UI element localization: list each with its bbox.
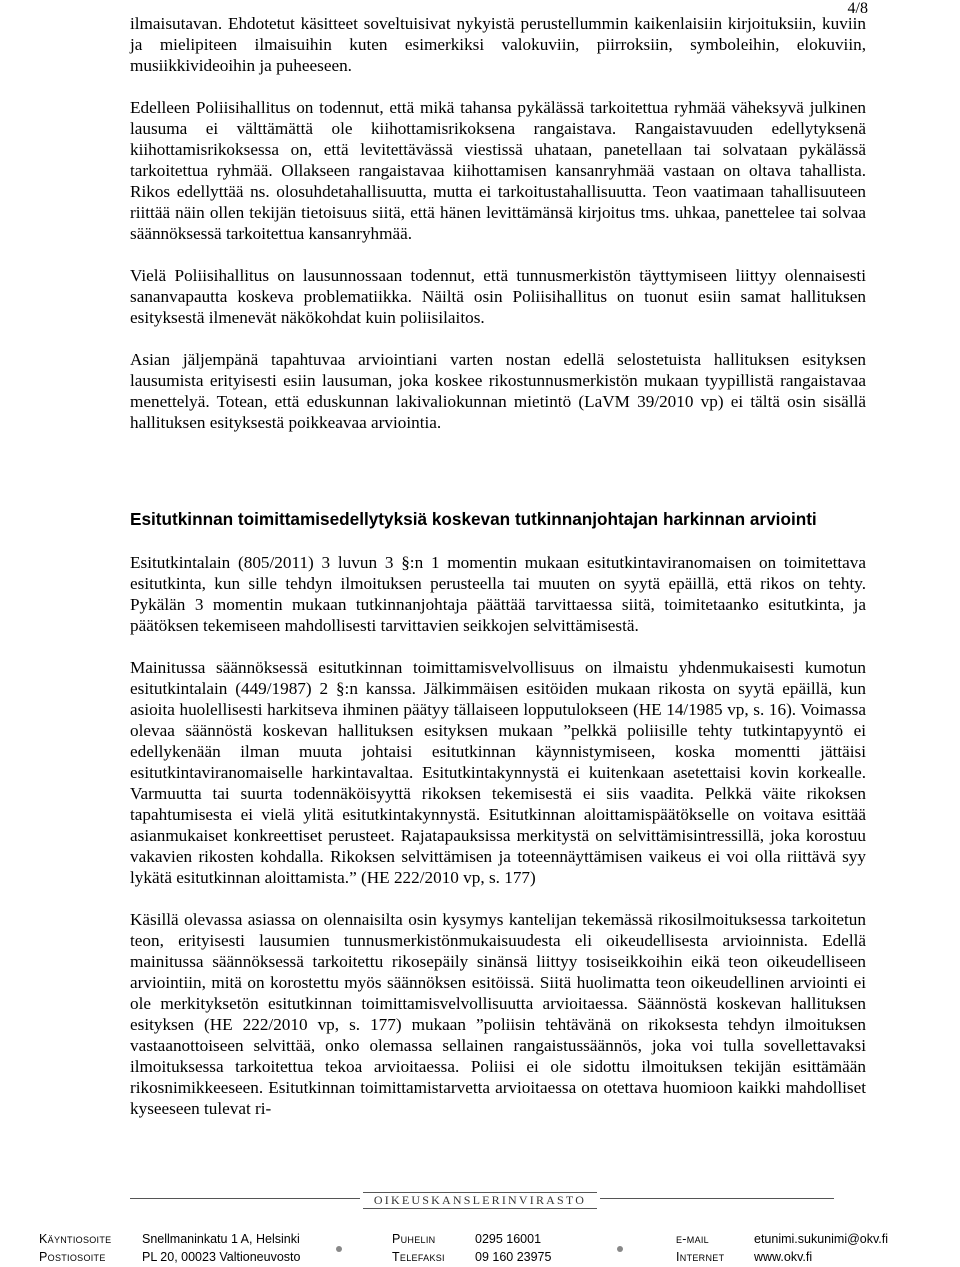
paragraph-4: Asian jäljempänä tapahtuvaa arviointiani varten nostan edellä selostetuista hallituksen esityksen lausumista erityisesti esiin lausuman, joka koskee rikostunnusmerkistön mukaan tyypillistä rangaistavaa menettelyä. Totean, että eduskunnan lakivaliokunnan mietintö (LaVM 39/2010 vp) ei tältä osin sisällä hallituksen esityksestä poikkeavaa arviointia. bbox=[130, 350, 866, 432]
footer-separator-dot-icon bbox=[336, 1246, 342, 1252]
document-body bbox=[130, 13, 866, 433]
footer-fax: 09 160 23975 bbox=[475, 1250, 552, 1264]
footer-divider bbox=[0, 1192, 960, 1212]
footer-website-link[interactable]: www.okv.fi bbox=[754, 1250, 813, 1264]
footer-label-phone: Puhelin bbox=[392, 1232, 436, 1246]
section-paragraph-1: Esitutkintalain (805/2011) 3 luvun 3 §:n 1 momentin mukaan esitutkintaviranomaisen on toimitettava esitutkinta, kun sille tehdyn ilmoituksen perusteella tai muuten on syytä epäillä, että rikos on tehty. Pykälän 3 momentin mukaan tutkinnanjohtaja päättää tarvittaessa siitä, toimitetaanko esitutkinta, ja päätöksen tekemiseen mahdollisesti tarvittavien seikkojen selvittämisestä. bbox=[130, 553, 866, 635]
footer-label-internet: Internet bbox=[676, 1250, 725, 1264]
footer-separator-dot-icon bbox=[617, 1246, 623, 1252]
section-paragraph-2: Mainitussa säännöksessä esitutkinnan toimittamisvelvollisuus on ilmaistu yhdenmukaisesti kumotun esitutkintalain (449/1987) 2 §:n kanssa. Jälkimmäisen esitöiden mukaan rikosta on syytä epäillä, kun asioita huolellisesti harkitseva ihminen päätyy tällaiseen lopputulokseen (HE 14/1985 vp, s. 16). Voimassa olevaa säännöstä koskevan hallituksen esityksen mukaan ”pelkkä poliisille tehty tutkintapyyntö ei edellykenään ilman muuta johtaisi esitutkinnan käynnistymiseen, koska momentti jättäisi esitutkintaviranomaiselle harkintavaltaa. Esitutkintakynnystä ei kuitenkaan asetettaisi kovin korkealle. Varmuutta tai suurta todennäköisyyttä rikoksen tekemisestä ei siis vaadita. Pelkkä väite rikoksen tapahtumisesta ei vielä ylitä esitutkintakynnystä. Esitutkinnan aloittamispäätökselle on voitava esittää asianmukaiset konkreettiset perusteet. Rajatapauksissa merkitystä on selvittämisintressillä, joka korostuu vakavien rikosten kohdalla. Rikoksen selvittämisen ja toteennäyttämisen vaikeus ei voi olla riittävä syy lykätä esitutkinnan aloittamista.” (HE 222/2010 vp, s. 177) bbox=[130, 658, 866, 887]
paragraph-2: Edelleen Poliisihallitus on todennut, että mikä tahansa pykälässä tarkoitettua ryhmää väheksyvä julkinen lausuma ei välttämättä ole kiihottamisrikoksena rangaistava. Rangaistavuuden edellytyksenä kiihottamisrikoksessa on, että levitettävässä viestissä uhataan, panetellaan tai solvataan pykälässä tarkoitettua ryhmää. Ollakseen rangaistavaa kiihottamisen kansanryhmää vastaan on oltava tahallista. Rikos edellyttää ns. olosuhdetahallisuutta, mutta ei tarkoitustahallisuutta. Teon vaatimaan tahallisuuteen riittää näin ollen tekijän tietoisuus siitä, että hänen levittämänsä kirjoitus tms. uhkaa, panettelee tai solvaa säännöksessä tarkoitettua kansanryhmää. bbox=[130, 98, 866, 243]
section-paragraph-3: Käsillä olevassa asiassa on olennaisilta osin kysymys kantelijan tekemässä rikosilmoituksessa tarkoitetun teon, erityisesti lausumien tunnusmerkistönmukaisuudesta eli oikeudellisesta arvioinnista. Edellä mainitussa säännöksessä tarkoitettu rikosepäily sinänsä liittyy tosiseikkoihin eikä teon oikeudelliseen arviointiin, mitä on korostettu myös säännöksen esitöissä. Siitä huolimatta teon oikeudellinen arviointi ei ole merkityksetön esitutkinnan toimittamisvelvollisuutta arvioitaessa. Säännöstä koskevan hallituksen esityksen (HE 222/2010 vp, s. 177) mukaan ”poliisin tehtävänä on rikoksesta tehdyn ilmoituksen vastaanottoiseen selvittää, onko olemassa sellainen rangaistussäännös, joka voi tulla sovellettavaksi ilmoituksessa tarkoitettua tekoa arvioitaessa. Poliisi ei ole sidottu ilmoituksen tekijän esittämään rikosnimikkeeseen. Esitutkinnan toimittamistarvetta arvioitaessa on otettava huomioon kaikki mahdolliset kyseeseen tulevat ri- bbox=[130, 910, 866, 1118]
footer-label-postal: Postiosoite bbox=[39, 1250, 106, 1264]
paragraph-1: ilmaisutavan. Ehdotetut käsitteet soveltuisivat nykyistä perustellummin kaikenlaisiin kirjoituksiin, kuviin ja mielipiteen ilmaisuihin kuten esimerkiksi valokuviin, piirroksiin, symboleihin, elokuviin, musiikkivideoihin ja puheeseen. bbox=[130, 14, 866, 75]
footer-label-fax: Telefaksi bbox=[392, 1250, 445, 1264]
footer-rule-right bbox=[600, 1198, 834, 1199]
footer-rule-left bbox=[130, 1198, 360, 1199]
footer-email-link[interactable]: etunimi.sukunimi@okv.fi bbox=[754, 1232, 889, 1246]
footer-phone: 0295 16001 bbox=[475, 1232, 542, 1246]
footer-row-postal bbox=[0, 1250, 960, 1266]
footer-label-email: e-mail bbox=[676, 1232, 709, 1246]
footer-postal-address: PL 20, 00023 Valtioneuvosto bbox=[142, 1250, 301, 1264]
paragraph-3: Vielä Poliisihallitus on lausunnossaan todennut, että tunnusmerkistön täyttymiseen liittyy olennaisesti sananvapautta koskeva problematiikka. Näiltä osin Poliisihallitus on tuonut esiin samat hallituksen esityksestä ilmenevät näkökohdat kuin poliisilaitos. bbox=[130, 266, 866, 327]
page-number: 4/8 bbox=[847, 0, 868, 17]
footer-brand-logo: OIKEUSKANSLERINVIRASTO bbox=[363, 1192, 597, 1209]
footer-row-visiting bbox=[0, 1232, 960, 1248]
section-heading: Esitutkinnan toimittamisedellytyksiä koskevan tutkinnanjohtajan harkinnan arviointi bbox=[130, 509, 817, 529]
section-body bbox=[130, 552, 866, 1119]
footer-visiting-address: Snellmaninkatu 1 A, Helsinki bbox=[142, 1232, 300, 1246]
footer-label-visiting: Käyntiosoite bbox=[39, 1232, 112, 1246]
